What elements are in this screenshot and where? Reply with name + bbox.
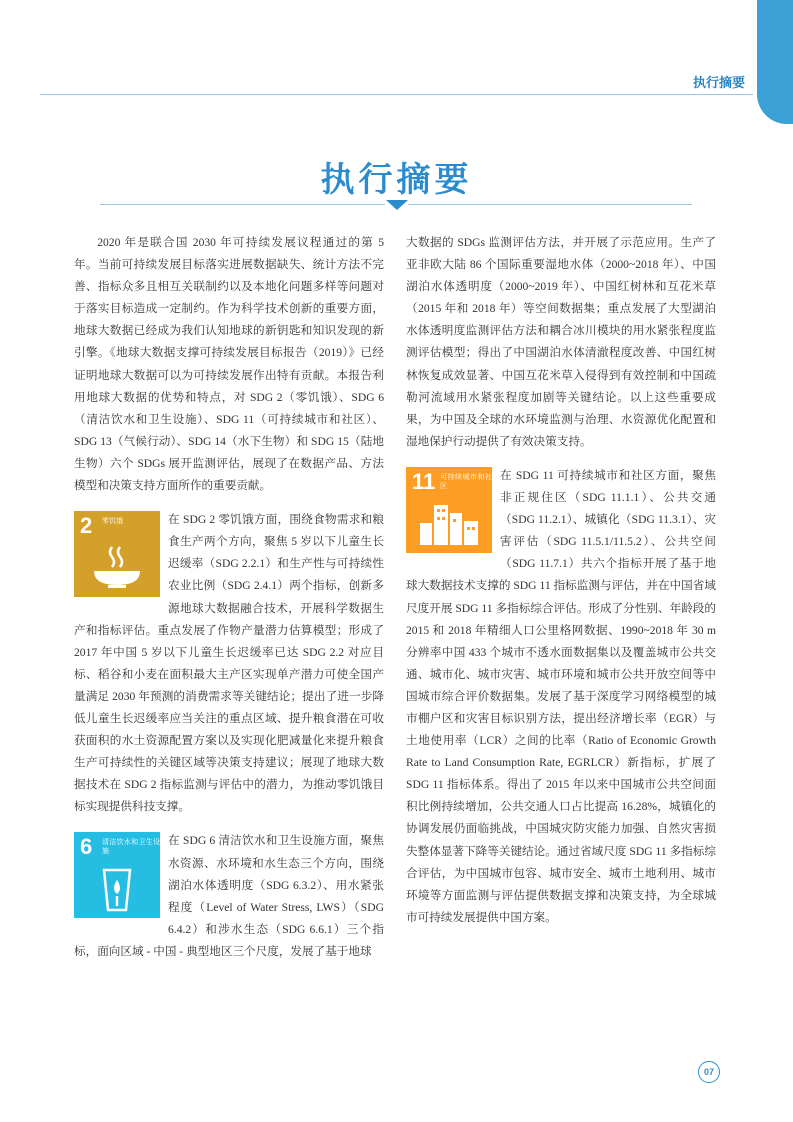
intro-paragraph: 2020 年是联合国 2030 年可持续发展议程通过的第 5 年。当前可持续发展目标落实进展数据缺失、统计方法不完善、指标众多且相互关联制约以及本地化问题多样等问题对于落实目标造成一定制约。作为科学技术创新的重要方面，地球大数据已经成为我们认知地球的新钥匙和知识发现的新引擎。《地球大数据支撑可持续发展目标报告（2019）》已经证明地球大数据可以为可持续发展作出特有贡献。本报告利用地球大数据的优势和特点，对 SDG 2（零饥饿）、SDG 6（清洁饮水和卫生设施）、SDG 11（可持续城市和社区）、SDG 13（气候行动）、SDG 14（水下生物）和 SDG 15（陆地生物）六个 SDGs 展开监测评估，展现了在数据产品、方法模型和决策支持方面所作的重要贡献。: [74, 236, 384, 493]
sdg2-tile: [74, 511, 160, 597]
page-title: 执行摘要: [320, 160, 473, 200]
header-color-tab: [757, 0, 793, 124]
sdg11-paragraph: 在 SDG 11 可持续城市和社区方面，聚焦非正规住区（SDG 11.1.1）、公共交通（SDG 11.2.1）、城镇化（SDG 11.3.1）、灾害评估（SDG 11.5.1/11.5.2）、公共空间（SDG 11.7.1）共六个指标开展了基于地球大数据技术支撑的 SDG 11 指标监测与评估，并在中国省域尺度开展 SDG 11 多指标综合评估。形成了分性别、年龄段的 2015 和 2018 年精细人口公里格网数据、1990~2018 年 30 m 分辨率中国 433 个城市不透水面数据集以及覆盖城市公共交通、城市化、城市灾害、城市环境和城市公共开放空间等中国城市综合评价数据集。发展了基于深度学习网络模型的城市棚户区和灾害目标识别方法，提出经济增长率（EGR）与土地使用率（LCR）之间的比率（Ratio of Economic Growth Rate to Land Consumption Rate, EGRLCR）新指标，扩展了 SDG 11 指标体系。得出了 2015 年以来中国城市公共空间面积比例持续增加，公共交通人口占比提高 16.28%，城镇化的协调发展仍面临挑战，中国城灾防灾能力加强、自然灾害损失整体显著下降等关键结论。通过省域尺度 SDG 11 多指标综合评估，为中国城市包容、城市安全、城市土地利用、城市环境等方面监测与评估提供数据支撑和决策支持，为全球城市可持续发展提供中国方案。: [406, 468, 716, 924]
title-divider-left: [100, 204, 385, 205]
sdg2-number: 2: [80, 513, 93, 539]
running-header: 执行摘要: [692, 76, 745, 91]
sdg6-label: 清洁饮水和卫生设施: [102, 838, 160, 856]
sdg6-continuation-paragraph: 大数据的 SDGs 监测评估方法，并开展了示范应用。生产了亚非欧大陆 86 个国际重要湿地水体（2000~2018 年）、中国湖泊水体透明度（2000~2019 年）、中国红树林和互花米草（2015 年和 2018 年）等空间数据集；重点发展了大型湖泊水体透明度监测评估方法和耦合冰川模块的用水紧张程度监测评估模型；得出了中国湖泊水体清澈程度改善、中国红树林恢复成效显著、中国互花米草入侵得到有效控制和中国疏勒河流域用水紧张程度加剧等关键结论。以上这些重要成果，为中国及全球的水环境监测与治理、水资源优化配置和湿地保护行动提供了有效决策支持。: [406, 236, 716, 448]
city-buildings-icon: [406, 497, 492, 549]
sdg11-tile: [406, 467, 492, 553]
sdg2-paragraph: 在 SDG 2 零饥饿方面，围绕食物需求和粮食生产两个方向，聚焦 5 岁以下儿童生长迟缓率（SDG 2.2.1）和生产性与可持续性农业比例（SDG 2.4.1）两个指标，创新多源地球大数据融合技术，开展科学数据生产和指标评估。重点发展了作物产量潜力估算模型；形成了 2017 年中国 5 岁以下儿童生长迟缓率已达 SDG 2.2 对应目标、稻谷和小麦在面积最大主产区实现单产潜力可使全国产量满足 2030 年预测的消费需求等关键结论；提出了进一步降低儿童生长迟缓率应当关注的重点区域、提升粮食潜在可收获面积的水土资源配置方案以及实现化肥减量化来提升粮食生产可持续性的关键区域等决策支持建议；展现了地球大数据技术在 SDG 2 指标监测与评估中的潜力，为推动零饥饿目标实现提供科技支撑。: [74, 513, 384, 814]
page-number: 07: [698, 1061, 720, 1083]
sdg6-paragraph: 在 SDG 6 清洁饮水和卫生设施方面，聚焦水资源、水环境和水生态三个方向，围绕湖泊水体透明度（SDG 6.3.2）、用水紧张程度（Level of Water Stress, LWS）（SDG 6.4.2）和涉水生态（SDG 6.6.1）三个指标，面向区域 - 中国 - 典型地区三个尺度，发展了基于地球: [74, 834, 384, 958]
sdg11-label: 可持续城市和社区: [440, 472, 492, 490]
title-divider-right: [408, 204, 692, 205]
water-glass-icon: [74, 862, 160, 914]
sdg6-tile: [74, 832, 160, 918]
sdg6-number: 6: [80, 834, 93, 860]
sdg11-number: 11: [412, 468, 436, 494]
bowl-icon: [74, 541, 160, 593]
title-triangle-marker: [386, 200, 408, 210]
left-column: [74, 232, 384, 963]
header-divider: [40, 94, 753, 95]
sdg2-label: 零饥饿: [102, 517, 123, 526]
right-column: [406, 232, 716, 929]
